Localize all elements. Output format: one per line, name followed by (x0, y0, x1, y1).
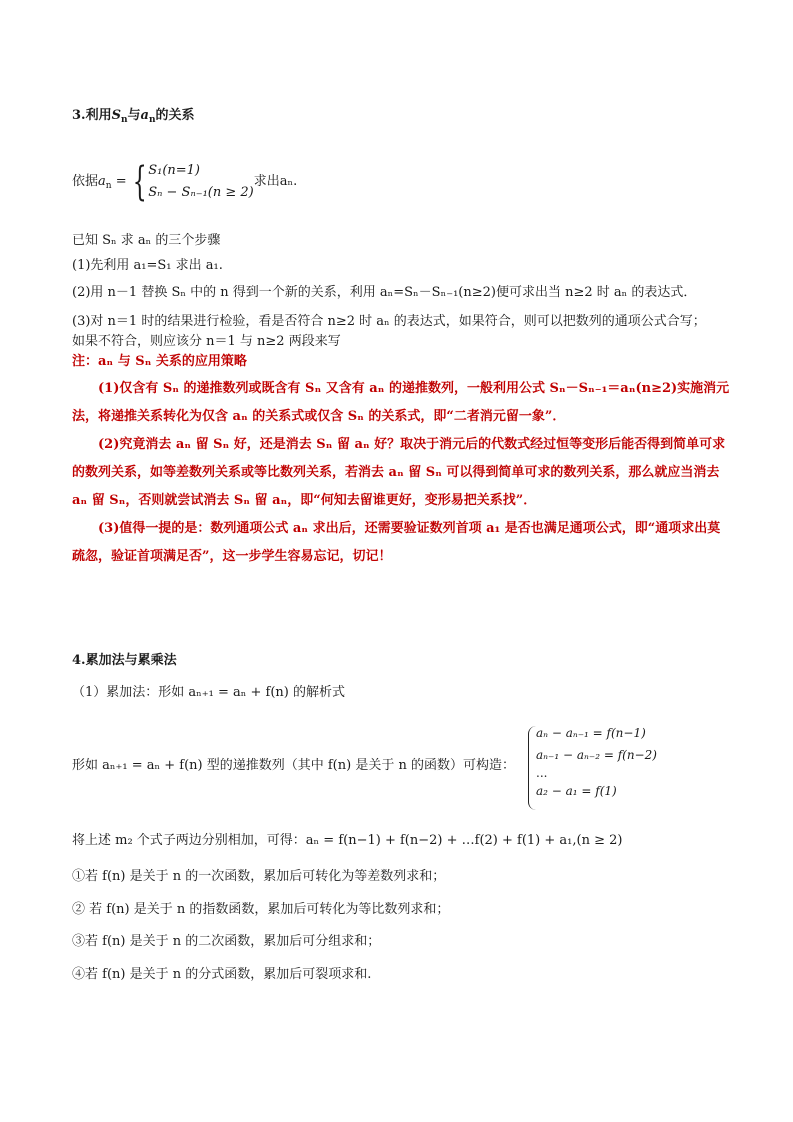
section-3-title-sub2: n (148, 115, 156, 125)
cases-block (148, 160, 254, 204)
basis-lhs-sub: n (105, 181, 112, 191)
cases-brace: { (132, 158, 147, 205)
basis-formula (72, 158, 297, 210)
section-3-title-sub1: n (120, 115, 128, 125)
system-eq-1: aₙ − aₙ₋₁ = f(n−1) (536, 726, 646, 740)
recurrence-form-text: 形如 aₙ₊₁ = aₙ + f(n) 型的递推数列（其中 f(n) 是关于 n 的函数）可构造： (72, 758, 515, 773)
section-3-title (72, 107, 195, 129)
system-eq-2: aₙ₋₁ − aₙ₋₂ = f(n−2) (536, 748, 657, 762)
steps-title: 已知 Sₙ 求 aₙ 的三个步骤 (72, 233, 221, 248)
step-3-line-2: 如果不符合，则应该分 n＝1 与 n≥2 两段来写 (72, 334, 341, 349)
note-2: (2)究竟消去 aₙ 留 Sₙ 好，还是消去 Sₙ 留 aₙ 好？取决于消元后的代数式经过恒等变形后能否得到简单可求的数列关系，如等差数列关系或等比数列关系，若消去 aₙ 留 Sₙ 可以得到简单可求的数列关系，那么就应当消去 aₙ 留 Sₙ，否则就尝试消去 Sₙ 留 aₙ，即“何知去留谁更好，变形易把关系找”． (72, 437, 726, 508)
section-3-title-pre: 3.利用 (72, 108, 112, 123)
note-3: (3)值得一提的是：数列通项公式 aₙ 求出后，还需要验证数列首项 a₁ 是否也满足通项公式，即“通项求出莫疏忽，验证首项满足否”，这一步学生容易忘记，切记！ (72, 521, 721, 564)
step-2: (2)用 n－1 替换 Sₙ 中的 n 得到一个新的关系，利用 aₙ=Sₙ－Sₙ₋₁(n≥2)便可求出当 n≥2 时 aₙ 的表达式． (72, 285, 697, 300)
basis-lhs: a (98, 174, 106, 189)
item-3: ③若 f(n) 是关于 n 的二次函数，累加后可分组求和； (72, 934, 381, 949)
system-eq-4: a₂ − a₁ = f(1) (536, 784, 617, 798)
section-3-title-a: a (140, 108, 149, 123)
item-4: ④若 f(n) 是关于 n 的分式函数，累加后可裂项求和. (72, 967, 372, 982)
basis-pre: 依据 (72, 174, 99, 189)
equation-system (536, 722, 657, 802)
basis-eq: = (111, 174, 131, 189)
step-1: (1)先利用 a₁=S₁ 求出 a₁. (72, 258, 223, 273)
section-4-title: 4.累加法与累乘法 (72, 653, 177, 668)
item-1: ①若 f(n) 是关于 n 的一次函数，累加后可转化为等差数列求和； (72, 869, 446, 884)
section-3-title-post: 的关系 (155, 108, 195, 123)
case-2: Sₙ − Sₙ₋₁(n ≥ 2) (148, 184, 254, 200)
section-3-title-mid: 与 (127, 108, 141, 123)
accumulate-subtitle: （1）累加法：形如 aₙ₊₁ = aₙ + f(n) 的解析式 (72, 685, 346, 700)
basis-post: 求出aₙ. (253, 174, 298, 189)
step-3-line-1: (3)对 n＝1 时的结果进行检验，看是否符合 n≥2 时 aₙ 的表达式，如果符合，则可以把数列的通项公式合写； (72, 314, 706, 329)
system-ellipsis: ... (536, 766, 548, 780)
case-1: S₁(n=1) (148, 162, 200, 178)
note-1: (1)仅含有 Sₙ 的递推数列或既含有 Sₙ 又含有 aₙ 的递推数列，一般利用公式 Sₙ－Sₙ₋₁＝aₙ(n≥2)实施消元法，将递推关系转化为仅含 aₙ 的关系式或仅含 Sₙ 的关系式，即“二者消元留一象”． (72, 381, 730, 424)
note-title: 注：aₙ 与 Sₙ 关系的应用策略 (72, 354, 247, 369)
item-2: ② 若 f(n) 是关于 n 的指数函数，累加后可转化为等比数列求和； (72, 902, 450, 917)
sum-statement: 将上述 m₂ 个式子两边分别相加，可得：aₙ = f(n−1) + f(n−2) + …f(2) + f(1) + a₁,(n ≥ 2) (72, 833, 623, 848)
section-3-title-S: S (111, 108, 121, 123)
